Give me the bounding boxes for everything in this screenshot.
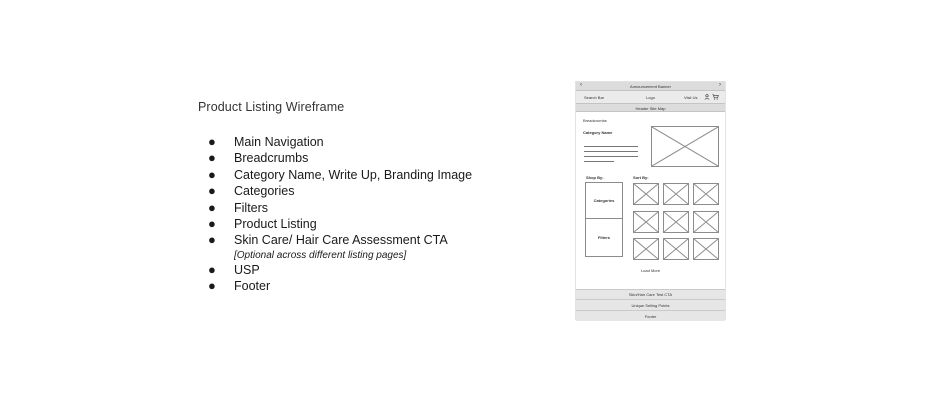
bullet-item — [208, 183, 472, 199]
visit-us-label: Visit Us — [684, 95, 698, 100]
bullet-list — [208, 134, 472, 295]
bullet-item — [208, 134, 472, 150]
product-card-placeholder — [633, 183, 659, 205]
logo-label: Logo — [646, 95, 655, 100]
product-card-placeholder — [663, 183, 689, 205]
bullet-dot: ● — [208, 261, 216, 277]
load-more-button[interactable]: Load More — [640, 268, 661, 273]
next-arrow-icon: › — [719, 82, 721, 88]
product-card-placeholder — [633, 211, 659, 233]
bullet-dot: ● — [208, 166, 216, 182]
bullet-text: Breadcrumbs — [234, 151, 309, 166]
cart-icon — [712, 94, 719, 100]
header-site-map — [576, 103, 725, 112]
person-icon — [704, 94, 710, 100]
product-card-placeholder — [693, 238, 719, 260]
bullet-text: Main Navigation — [234, 135, 324, 149]
assessment-cta-bar — [576, 289, 725, 299]
category-name-label: Category Name — [583, 130, 613, 135]
product-card-placeholder — [693, 211, 719, 233]
bullet-text: Product Listing — [234, 217, 317, 232]
site-map-label: Header Site Map — [635, 106, 666, 111]
filters-label: Filters — [597, 235, 610, 240]
bullet-dot: ● — [208, 232, 216, 248]
bullet-item — [208, 278, 472, 294]
footer-label: Footer — [644, 314, 657, 319]
bullet-text: Category Name, Write Up, Branding Image — [234, 167, 473, 182]
bullet-text: Skin Care/ Hair Care Assessment CTA — [234, 233, 448, 248]
bullet-dot: ● — [208, 150, 216, 166]
bullet-dot: ● — [208, 216, 216, 232]
prev-arrow-icon: ‹ — [580, 82, 582, 88]
announcement-banner — [576, 82, 725, 91]
bullet-item — [208, 200, 472, 216]
slide-title: Product Listing Wireframe — [198, 100, 345, 114]
usp-label: Unique Selling Points — [631, 303, 670, 308]
bullet-item — [208, 232, 472, 261]
product-card-placeholder — [663, 211, 689, 233]
bullet-item — [208, 167, 472, 183]
usp-bar — [576, 299, 725, 310]
bullet-item — [208, 150, 472, 166]
branding-image-placeholder — [651, 126, 719, 167]
categories-panel — [585, 182, 623, 219]
categories-label: Categories — [593, 198, 615, 203]
cta-label: Skin/Hair Care Test CTA — [628, 292, 673, 297]
wireframe-mockup — [575, 81, 726, 320]
bullet-item — [208, 262, 472, 278]
bullet-dot: ● — [208, 199, 216, 215]
bullet-dot: ● — [208, 278, 216, 294]
bullet-dot: ● — [208, 134, 216, 149]
wireframe-header — [576, 91, 725, 103]
bullet-text: Categories — [234, 184, 295, 199]
product-card-placeholder — [663, 238, 689, 260]
bullet-dot: ● — [208, 183, 216, 199]
announcement-label: Announcement Banner — [630, 84, 671, 89]
sort-by-label: Sort By: — [633, 175, 649, 180]
write-up-line — [584, 151, 638, 152]
filters-panel — [585, 218, 623, 257]
write-up-line — [584, 156, 638, 157]
shop-by-label: Shop By: — [586, 175, 604, 180]
breadcrumbs-label: Breadcrumbs — [583, 118, 607, 123]
bullet-text: USP — [234, 262, 260, 277]
bullet-text: Footer — [234, 279, 271, 294]
write-up-line — [584, 146, 638, 147]
write-up-line — [584, 161, 614, 162]
bullet-item — [208, 216, 472, 232]
search-bar-label: Search Bar — [584, 95, 605, 100]
bullet-text: Filters — [234, 200, 269, 215]
product-card-placeholder — [693, 183, 719, 205]
product-card-placeholder — [633, 238, 659, 260]
footer-bar — [576, 310, 725, 321]
bullet-note: [Optional across different listing pages] — [234, 249, 407, 261]
